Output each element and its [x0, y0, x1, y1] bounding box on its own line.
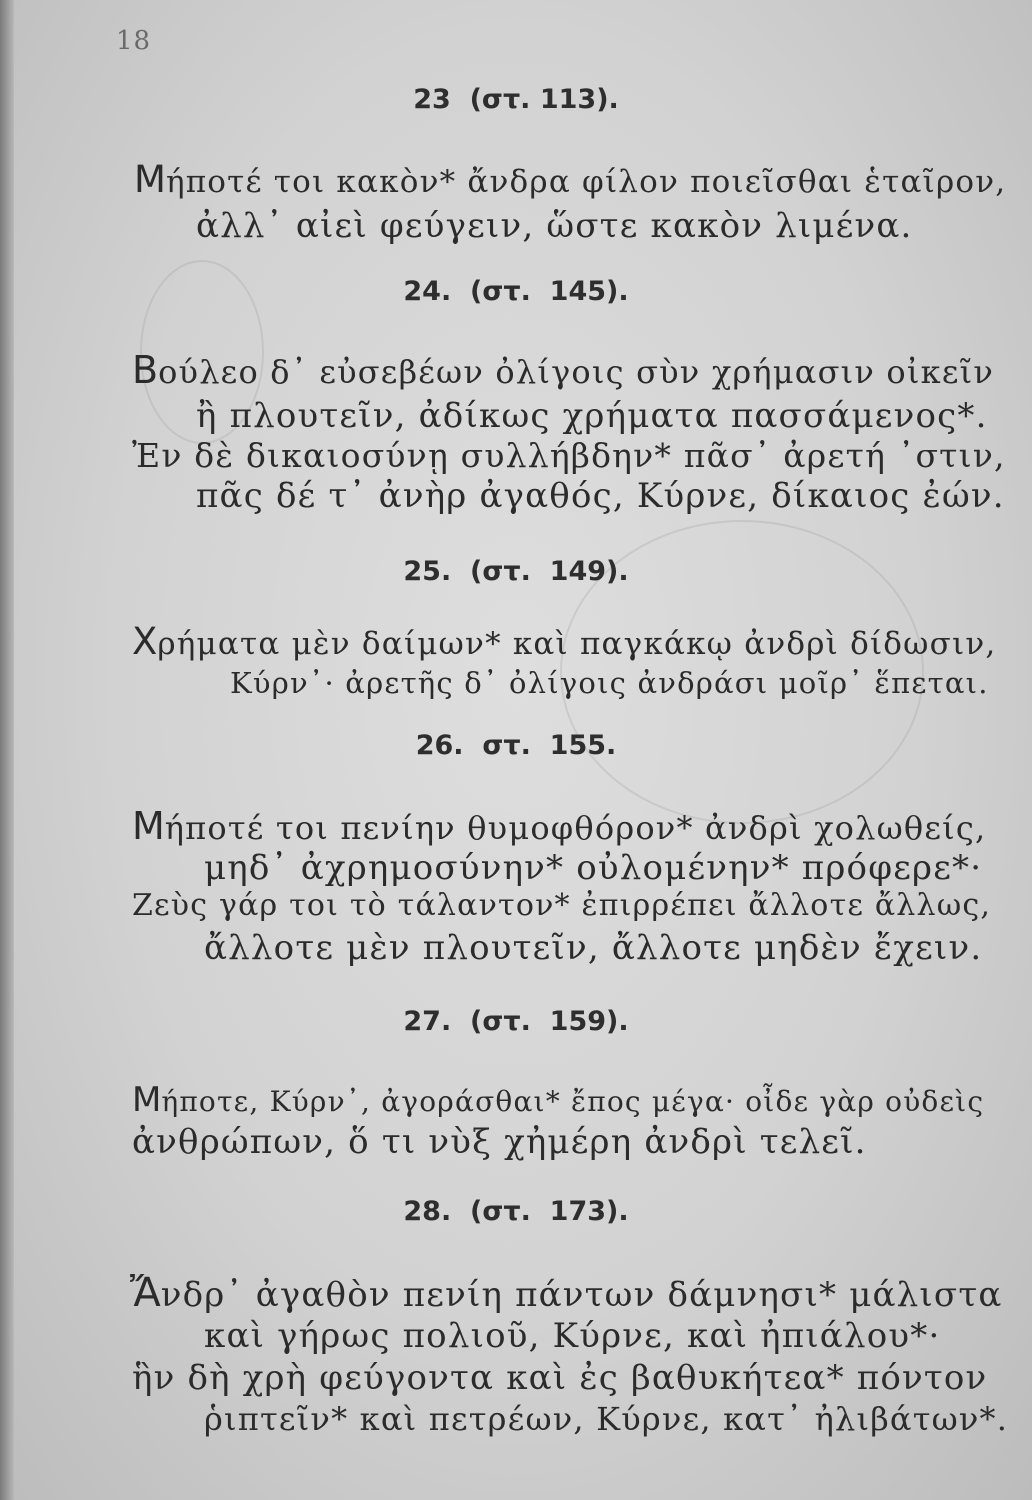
verse-line: [132, 1080, 984, 1120]
page-number: 18: [116, 26, 152, 56]
poem-heading: 28. (στ. 173).: [403, 1196, 629, 1227]
drop-initial: Μ: [134, 158, 166, 201]
verse-line: ἀλλ᾽ αἰεὶ φεύγειν, ὥστε κακὸν λιμένα.: [196, 206, 913, 246]
verse-line: ἄλλοτε μὲν πλουτεῖν, ἄλλοτε μηδὲν ἔχειν.: [204, 928, 983, 968]
verse-text: ούλεο δ᾽ εὐσεβέων ὀλίγοις σὺν χρήμασιν οἰκεῖν: [158, 353, 995, 391]
verse-line: πᾶς δέ τ᾽ ἀνὴρ ἀγαθός, Κύρνε, δίκαιος ἐών.: [196, 476, 1005, 516]
verse-line: ἣν δὴ χρὴ φεύγοντα καὶ ἐς βαθυκήτεα* πόντον: [132, 1358, 988, 1398]
poem-heading: 24. (στ. 145).: [403, 276, 629, 307]
verse-line: [132, 348, 994, 392]
verse-line: [134, 158, 1006, 201]
verse-line: Ζεὺς γάρ τοι τὸ τάλαντον* ἐπιρρέπει ἄλλοτε ἄλλως,: [132, 888, 992, 923]
verse-text: ήποτέ τοι κακὸν* ἄνδρα φίλον ποιεῖσθαι ἑταῖρον,: [165, 164, 1007, 200]
verse-line: ἀνθρώπων, ὅ τι νὺξ χἠμέρη ἀνδρὶ τελεῖ.: [132, 1122, 867, 1162]
verse-line: [132, 804, 986, 848]
drop-initial: Β: [132, 348, 159, 392]
verse-text: ήποτε, Κύρν᾽, ἀγοράσθαι* ἔπος μέγα· οἶδε γὰρ οὐδεὶς: [161, 1085, 985, 1118]
verse-line: [132, 620, 996, 663]
verse-text: ήποτέ τοι πενίην θυμοφθόρον* ἀνδρὶ χολωθείς,: [164, 809, 987, 847]
verse-line: ἢ πλουτεῖν, ἀδίκως χρήματα πασσάμενος*.: [196, 396, 988, 436]
drop-initial: Μ: [132, 804, 165, 848]
drop-initial: Χ: [132, 620, 158, 663]
poem-heading: 23 (στ. 113).: [413, 84, 619, 115]
verse-text: ρήματα μὲν δαίμων* καὶ παγκάκῳ ἀνδρὶ δίδωσιν,: [157, 626, 997, 662]
verse-line: ῥιπτεῖν* καὶ πετρέων, Κύρνε, κατ᾽ ἠλιβάτων*.: [204, 1400, 1009, 1438]
poem-heading: 25. (στ. 149).: [403, 556, 629, 587]
drop-initial: Μ: [132, 1080, 162, 1120]
verse-text: νδρ᾽ ἀγαθὸν πενίη πάντων δάμνησι* μάλιστα: [160, 1275, 1003, 1315]
poem-heading: 26. στ. 155.: [415, 730, 617, 761]
verse-line: καὶ γήρως πολιοῦ, Κύρνε, καὶ ἠπιάλου*·: [204, 1316, 941, 1356]
verse-line: [130, 1270, 1003, 1316]
poem-heading: 27. (στ. 159).: [403, 1006, 629, 1037]
verse-line: Ἐν δὲ δικαιοσύνῃ συλλήβδην* πᾶσ᾽ ἀρετή ᾽στιν,: [132, 436, 1006, 475]
verse-line: Κύρν᾽· ἀρετῆς δ᾽ ὀλίγοις ἀνδράσι μοῖρ᾽ ἕπεται.: [230, 666, 989, 700]
verse-line: μηδ᾽ ἀχρημοσύνην* οὐλομένην* πρόφερε*·: [204, 848, 983, 888]
drop-initial: Ἄ: [130, 1270, 161, 1316]
